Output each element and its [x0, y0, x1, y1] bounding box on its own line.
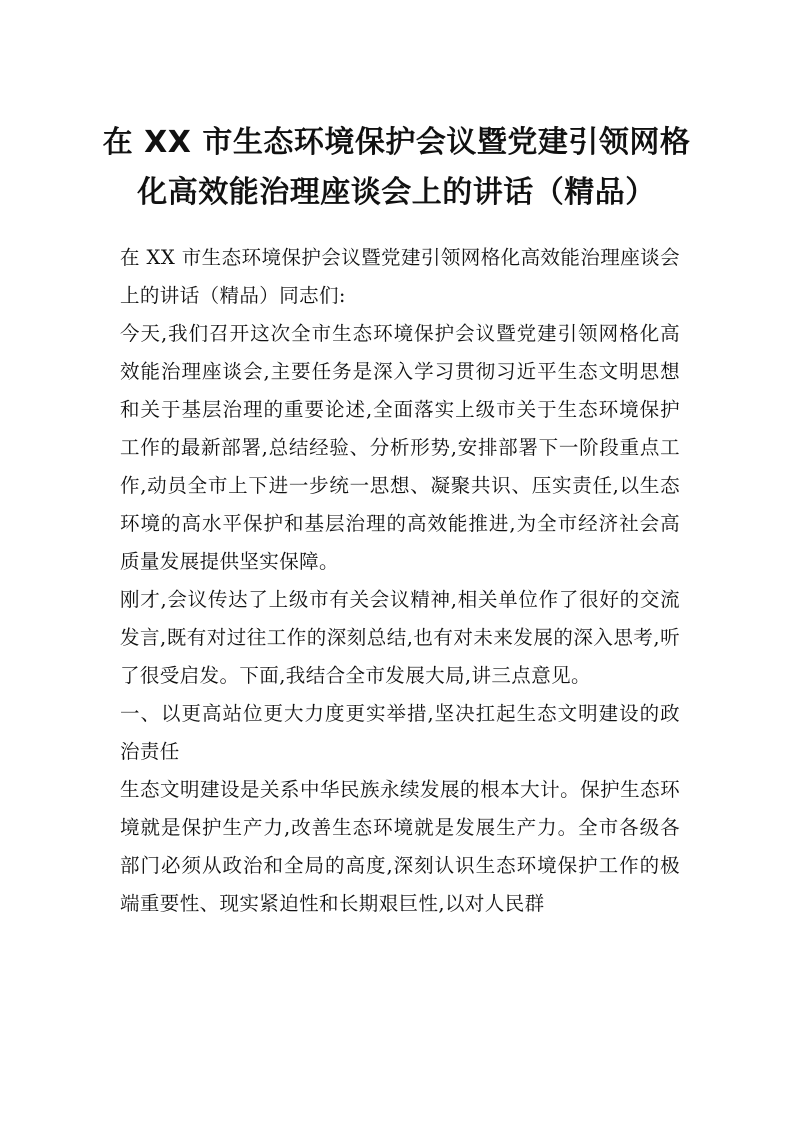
title-line-1: 在 XX 市生态环境保护会议暨党建引领网格 [102, 125, 691, 160]
paragraph-section-1: 生态文明建设是关系中华民族永续发展的根本大计。保护生态环境就是保护生产力,改善生态环境就是发展生产力。全市各级各部门必须从政治和全局的高度,深刻认识生态环境保护工作的极端重要性、现实紧迫性和长期艰巨性,以对人民群 [120, 778, 680, 915]
document-title [100, 118, 693, 218]
paragraph-opening: 今天,我们召开这次全市生态环境保护会议暨党建引领网格化高效能治理座谈会,主要任务是深入学习贯彻习近平生态文明思想和关于基层治理的重要论述,全面落实上级市关于生态环境保护工作的最新部署,总结经验、分析形势,安排部署下一阶段重点工作,动员全市上下进一步统一思想、凝聚共识、压实责任,以生态环境的高水平保护和基层治理的高效能推进,为全市经济社会高质量发展提供坚实保障。 [120, 322, 680, 573]
paragraph-review: 刚才,会议传达了上级市有关会议精神,相关单位作了很好的交流发言,既有对过往工作的深刻总结,也有对未来发展的深入思考,听了很受启发。下面,我结合全市发展大局,讲三点意见。 [120, 588, 680, 687]
document-body [120, 239, 680, 923]
section-heading-1: 一、以更高站位更大力度更实举措,坚决扛起生态文明建设的政治责任 [120, 702, 680, 763]
title-line-2: 化高效能治理座谈会上的讲话（精品） [137, 175, 656, 210]
paragraph-intro: 在 XX 市生态环境保护会议暨党建引领网格化高效能治理座谈会上的讲话（精品）同志们: [120, 246, 680, 307]
